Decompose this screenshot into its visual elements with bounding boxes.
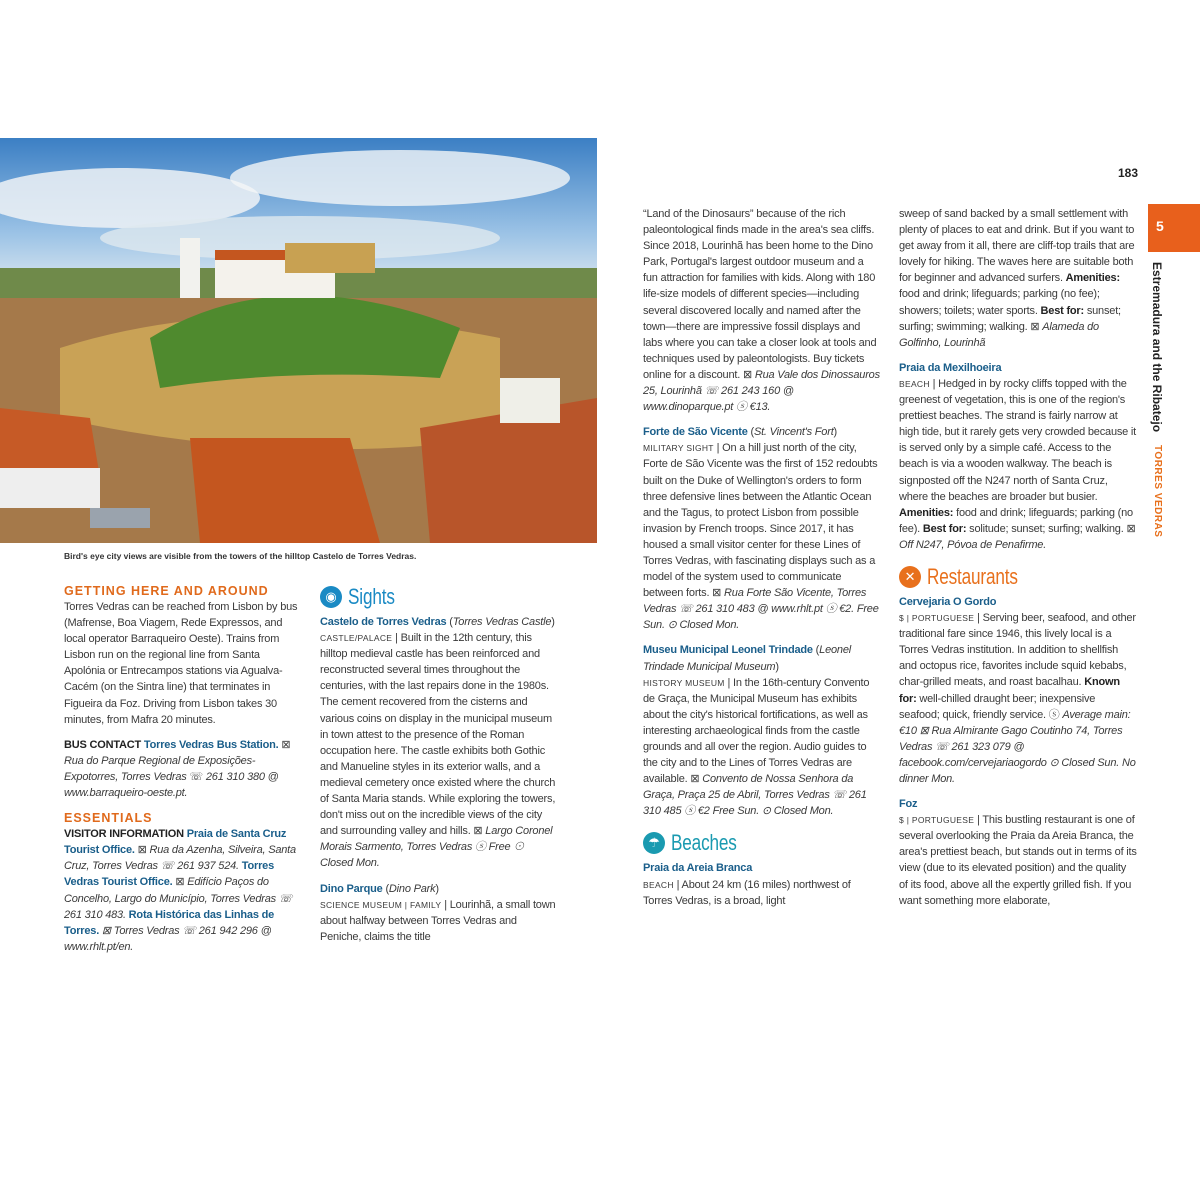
chapter-number: 5 [1156,218,1164,234]
category-title: Restaurants [927,563,1018,589]
listing-text: 261 310 380 [205,770,265,783]
listing-text: ( [382,882,389,895]
listing-name: Museu Municipal Leonel Trindade [643,644,813,657]
chapter-tab [1148,204,1200,252]
listing-text: Leonel Trindade Municipal Museum [643,644,851,673]
listing-text: solitude; sunset; surfing; walking. ⊠ [966,522,1136,535]
listing-text: ( [747,426,754,439]
listing-text: “Land of the Dinosaurs” because of the rich paleontological finds made in the area's sea cliffs. Since 2018, Lourinhã has been home to the Dino Park, Portugal's largest outdoor museum and a fun attraction for families with kids. Along with 180 life-size models of different species—including several discovered locally and named after the town—there are impressive fossil displays and labs where you can take a closer look at tools and techniques used by paleontologists. Buy tickets online for a discount. ⊠ [643,208,877,381]
listing-name: Foz [899,798,918,811]
listing-text: Convento de Nossa Senhora da Graça, Praça 25 de Abril, Torres Vedras ☏ 261 310 485 ⓢ €2 Free Sun. ⊙ Closed Mon. [643,773,867,818]
listing-text: Rua Forte São Vicente, Torres Vedras ☏ 261 310 483 @ www.rhlt.pt ⓢ €2. Free Sun. ⊙ Closed Mon. [643,587,879,632]
listing-text: Largo Coronel Morais Sarmento, Torres Vedras ⓢ Free ⊙ Closed Mon. [320,825,553,870]
listing-name: Praia de Santa Cruz Tourist Office. [64,828,287,857]
listing-text: | About 24 km (16 miles) northwest of Torres Vedras, is a broad, light [643,878,851,907]
listing-text: Dino Park [388,882,436,895]
listing-paragraph [899,360,1137,553]
listing-paragraph [320,614,558,872]
listing-paragraph [643,860,881,908]
listing-text: Torres Vedras can be reached from Lisbon by bus (Mafrense, Boa Viagem, Rede Expressos, and local operator Barraqueiro Oeste). Trains from Lisbon run on the regional line from Santa Apolónia or Entrecampos stations via Agualva-Cacém (on the Sintra line) that terminates in Figueira da Foz. Driving from Lisbon takes 30 minutes, from Mafra 20 minutes. [64,601,298,726]
listing-text: www.barraqueiro-oeste.pt. [64,787,188,800]
listing-name: Praia da Mexilhoeira [899,361,1002,374]
listing-text: ( [812,644,820,657]
listing-category: MILITARY SIGHT [643,443,714,454]
text-column-4 [899,206,1137,918]
section-heading: ESSENTIALS [64,811,153,826]
listing-category: HISTORY MUSEUM [643,677,725,688]
category-heading [320,582,558,612]
bold-label: Best for: [1040,304,1084,317]
running-header [1150,262,1164,538]
listing-text: ) [775,660,779,673]
listing-text: sweep of sand backed by a small settlement with plenty of places to eat and drink. But if you want to get away from it all, there are cliff-top trails that are lovely for hiking. The waves here are suitable both for beginner and advanced surfers. [899,208,1135,285]
category-title: Beaches [671,830,737,856]
eye-icon: ◉ [320,586,342,608]
category-heading [899,562,1137,592]
bold-label: BUS CONTACT [64,738,144,751]
category-title: Sights [348,584,395,609]
listing-text: Rua Vale dos Dinossauros 25, Lourinhã ☏ 261 243 160 @ www.dinoparque.pt ⓢ €13. [643,368,880,414]
listing-text: | On a hill just north of the city, Forte de São Vicente was the first of 152 redoubts built on the Duke of Wellington's orders to form three defensive lines between the Atlantic Ocean and the Tagus, to protect Lisbon from possible invasion by French troops. Since 2017, it has housed a small visitor center for these Lines of Torres Vedras, with fascinating displays such as a model of the system used to communicate between forts. ⊠ [643,442,878,600]
bold-label: VISITOR INFORMATION [64,828,187,841]
listing-text: ⊠ [134,844,150,857]
listing-text: Torres Vedras Castle [452,616,552,628]
beach-icon: ☂ [643,832,665,854]
listing-name: Castelo de Torres Vedras [320,616,447,628]
listing-name: Forte de São Vicente [643,426,748,439]
listing-text: ( [446,616,453,628]
bold-label: Amenities: [1065,272,1120,285]
listing-paragraph [643,206,881,415]
listing-paragraph [64,599,302,728]
listing-paragraph [320,881,558,945]
listing-text: ) [833,426,838,439]
listing-name: Cervejaria O Gordo [899,595,997,608]
listing-category: $ | PORTUGUESE [899,613,975,624]
listing-text: St. Vincent's Fort [753,426,834,439]
listing-name: Torres Vedras Tourist Office. [64,860,274,889]
bold-label: Known for: [899,676,1120,705]
listing-text: | Serving beer, seafood, and other traditional fare since 1946, this lively local is a Torres Vedras institution. In addition to shellfish and octopus rice, favorites include squid kebabs, char-grilled meats, and roast bacalhau. [899,612,1136,689]
listing-text: ⊠ [278,738,291,751]
listing-text: ⊠ [172,876,188,889]
photo-caption: Bird's eye city views are visible from the towers of the hilltop Castelo de Torres Vedras. [64,551,417,561]
listing-paragraph [643,424,881,633]
listing-text: | Hedged in by rocky cliffs topped with the greenest of vegetation, this is one of the region's prettiest beaches. The strand is fairly narrow at high tide, but it rarely gets very crowded because it is served only by a simple café. Access to the beach is via a wooden walkway. The beach is signposted off the N247 north of Santa Cruz, where the beaches are broader but busier. [899,377,1137,503]
listing-text: | This bustling restaurant is one of several overlooking the Praia da Areia Branca, the area's prettiest beach, but stands out in terms of its view (due to its elevated position) and the quality of its food, above all the expertly grilled fish. If you want something more elaborate, [899,814,1137,907]
listing-text: ☏ [186,770,206,783]
castle-photo-illustration [0,138,597,543]
listing-text: well-chilled draught beer; inexpensive seafood; quick, friendly service. ⓢ [899,692,1096,721]
listing-name: Praia da Areia Branca [643,862,753,875]
listing-text: | In the 16th-century Convento de Graça, the Municipal Museum has exhibits about the city's historical fortifications, as well as interesting archaeological finds from the castle grounds and all over the region. Audio guides to the city and to the Lines of Torres Vedras are available. ⊠ [643,676,870,786]
section-title: TORRES VEDRAS [1152,445,1163,538]
listing-category: $ | PORTUGUESE [899,815,975,826]
listing-category: BEACH [643,879,674,890]
castle-photo [0,138,597,543]
bold-label: Best for: [922,522,967,535]
listing-text: | Lourinhã, a small town about halfway between Torres Vedras and Peniche, claims the title [320,898,556,943]
bold-label: Amenities: [899,506,954,519]
category-heading [643,828,881,858]
listing-category: SCIENCE MUSEUM | FAMILY [320,899,442,910]
section-heading: GETTING HERE AND AROUND [64,584,269,598]
listing-text: Alameda do Golfinho, Lourinhã [899,320,1099,349]
listing-paragraph [899,796,1137,909]
text-column-1 [64,583,302,964]
page-number: 183 [1118,166,1139,180]
listing-paragraph [64,826,302,955]
listing-text: | Built in the 12th century, this hilltop medieval castle has been reinforced and reconstructed several times throughout the centuries, with the last repairs done in the 1980s. The cement recovered from the cisterns and various coins on display in the municipal museum in town attest to the presence of the Roman occupation here. The castle exhibits both Gothic and Manueline styles in its exterior walls, and a medieval cemetery once existed where the church of Santa Maria stands. While exploring the towers, don't miss out on the incredible views of the city and surrounding valley and hills. ⊠ [320,632,556,838]
listing-text: Rua do Parque Regional de Exposições-Expotorres, Torres Vedras [64,754,256,783]
restaurant-icon: ✕ [899,566,921,588]
listing-paragraph [899,206,1137,351]
listing-text: food and drink; lifeguards; parking (no fee). [899,506,1133,535]
listing-name: Dino Parque [320,882,383,895]
text-column-2 [320,580,558,954]
listing-paragraph [899,594,1137,787]
listing-paragraph [643,642,881,819]
listing-name: Rota Histórica das Linhas de Torres. [64,908,275,937]
listing-category: BEACH [899,378,930,389]
listing-text: sunset; surfing; swimming; walking. ⊠ [899,304,1121,333]
listing-text: @ [264,770,279,783]
listing-text: ) [435,882,439,895]
listing-text: food and drink; lifeguards; parking (no fee); showers; toilets; water sports. [899,288,1100,317]
listing-category: CASTLE/PALACE [320,633,393,644]
listing-text: Rua da Azenha, Silveira, Santa Cruz, Torres Vedras ☏ 261 937 524. [64,844,296,873]
chapter-title: Estremadura and the Ribatejo [1150,262,1164,433]
listing-text: Edifício Paços do Concelho, Largo do Município, Torres Vedras ☏ 261 310 483. [64,876,293,921]
listing-text: Average main: €10 ⊠ Rua Almirante Gago Coutinho 74, Torres Vedras ☏ 261 323 079 @ facebook.com/cervejariaogordo ⊙ Closed Sun. No dinner Mon. [899,708,1136,785]
listing-text: ) [551,616,555,628]
listing-name: Torres Vedras Bus Station. [143,738,279,751]
listing-text: ⊠ Torres Vedras ☏ 261 942 296 @ www.rhlt.pt/en. [64,924,272,953]
text-column-3 [643,206,881,918]
listing-paragraph [64,737,302,801]
listing-text: Off N247, Póvoa de Penafirme. [899,538,1047,551]
